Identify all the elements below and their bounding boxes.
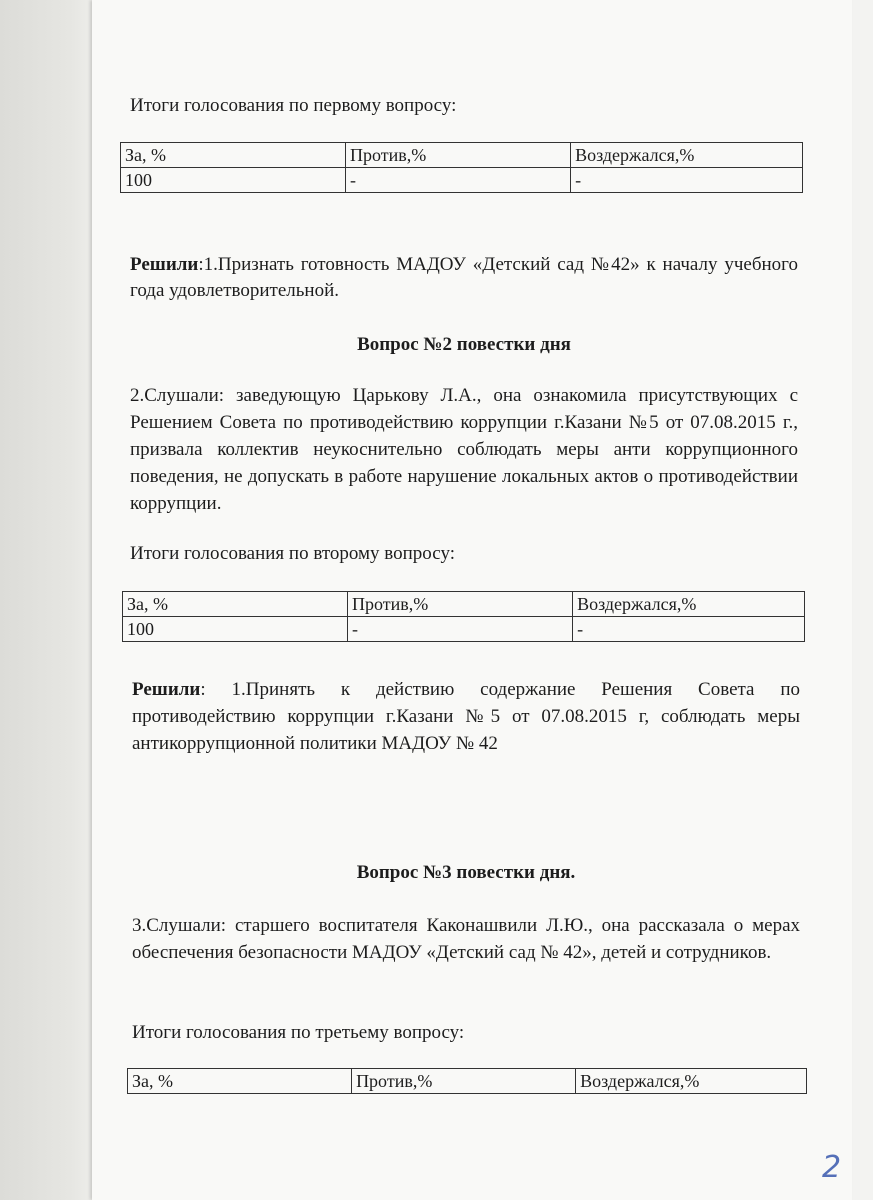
voting-table-1	[120, 142, 803, 193]
table-cell-for: За, %	[121, 143, 346, 168]
voting-table-2	[122, 591, 805, 642]
decision-label: Решили	[130, 254, 199, 275]
question-2-heading: Вопрос №2 повестки дня	[357, 334, 571, 355]
table-cell-against-value: -	[348, 617, 573, 642]
table-header-row	[121, 143, 803, 168]
document-page	[92, 0, 852, 1200]
listened-paragraph-2: 2.Слушали: заведующую Царькову Л.А., она ознакомила присутствующих с Решением Совета по противодействию коррупции г.Казани №5 от 07.08.2015 г., призвала коллектив неукоснительно соблюдать меры анти коррупционного поведения, не допускать в работе нарушение локальных актов о противодействии коррупции.	[130, 385, 798, 514]
voting-results-title-2: Итоги голосования по второму вопросу:	[130, 543, 455, 564]
voting-table-3	[127, 1068, 807, 1094]
decision-paragraph-1	[130, 252, 798, 304]
table-cell-abstain: Воздержался,%	[571, 143, 803, 168]
table-cell-abstain-value: -	[573, 617, 805, 642]
handwritten-page-number: 2	[822, 1150, 842, 1185]
decision-paragraph-2	[132, 676, 800, 757]
adjacent-page-edge	[0, 0, 100, 1200]
table-cell-for-value: 100	[123, 617, 348, 642]
table-cell-for: За, %	[128, 1069, 352, 1094]
decision-label: Решили	[132, 679, 201, 700]
voting-results-title-3: Итоги голосования по третьему вопросу:	[132, 1022, 465, 1043]
table-cell-abstain: Воздержался,%	[573, 592, 805, 617]
table-value-row	[121, 168, 803, 193]
table-cell-abstain-value: -	[571, 168, 803, 193]
voting-results-title-1: Итоги голосования по первому вопросу:	[130, 95, 457, 116]
table-value-row	[123, 617, 805, 642]
table-cell-against-value: -	[346, 168, 571, 193]
table-cell-for-value: 100	[121, 168, 346, 193]
table-cell-against: Против,%	[348, 592, 573, 617]
table-cell-against: Против,%	[346, 143, 571, 168]
listened-paragraph-3: 3.Слушали: старшего воспитателя Каконашвили Л.Ю., она рассказала о мерах обеспечения безопасности МАДОУ «Детский сад № 42», детей и сотрудников.	[132, 915, 800, 963]
decision-text: : 1.Принять к действию содержание Решения Совета по противодействию коррупции г.Казани №5 от 07.08.2015 г, соблюдать меры антикоррупционной политики МАДОУ № 42	[132, 679, 800, 754]
table-header-row	[123, 592, 805, 617]
table-header-row	[128, 1069, 807, 1094]
question-3-heading: Вопрос №3 повестки дня.	[356, 862, 576, 883]
table-cell-abstain: Воздержался,%	[576, 1069, 807, 1094]
decision-text: :1.Признать готовность МАДОУ «Детский сад №42» к началу учебного года удовлетворительной.	[130, 254, 798, 301]
table-cell-against: Против,%	[352, 1069, 576, 1094]
table-cell-for: За, %	[123, 592, 348, 617]
